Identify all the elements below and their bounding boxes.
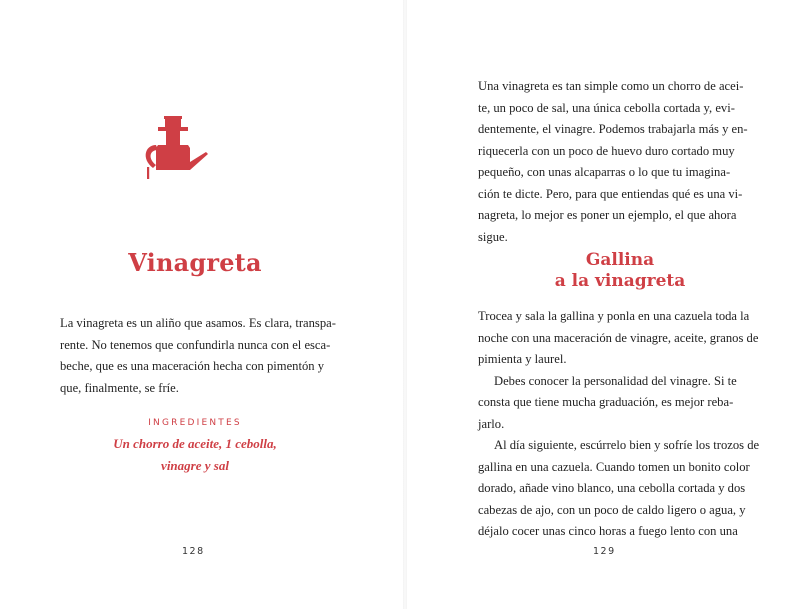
text-line: sigue. <box>478 229 508 244</box>
recipe-title <box>500 250 740 292</box>
recipe-steps <box>478 306 763 543</box>
text-line: nagreta, lo mejor es poner un ejemplo, el que ahora <box>478 208 737 222</box>
text-line: te, un poco de sal, una única cebolla cortada y, evi- <box>478 100 735 115</box>
text-line: Al día siguiente, escúrrelo bien y sofríe los trozos de <box>494 438 760 452</box>
text-line: gallina en una cazuela. Cuando tomen un bonito color <box>478 459 750 474</box>
text-line: Una vinagreta es tan simple como un chorro de acei- <box>478 79 744 93</box>
page-number: 129 <box>593 546 616 557</box>
recipe-title-line: Gallina <box>585 250 655 270</box>
text-line: Trocea y sala la gallina y ponla en una cazuela toda la <box>478 309 750 323</box>
text-line: ción te dicte. Pero, para que entiendas qué es una vi- <box>478 186 743 201</box>
oil-cruet-icon <box>136 112 208 180</box>
text-line: Debes conocer la personalidad del vinagre. Si te <box>494 373 737 388</box>
right-page <box>405 0 810 609</box>
ingredients-line: vinagre y sal <box>161 458 229 473</box>
recipe-title-line: a la vinagreta <box>554 271 686 291</box>
text-line: pimienta y laurel. <box>478 352 567 366</box>
text-line: La vinagreta es un aliño que asamos. Es clara, transpa- <box>60 316 336 330</box>
text-line: beche, que es una maceración hecha con pimentón y <box>60 359 325 373</box>
text-line: pequeño, con unas alcaparras o lo que tu imagina- <box>478 165 731 179</box>
text-line: déjalo cocer unas cinco horas a fuego lento con una <box>478 524 738 538</box>
text-line: dentemente, el vinagre. Podemos trabajarla más y en- <box>478 122 748 136</box>
text-line: noche con una maceración de vinagre, aceite, granos de <box>478 330 759 345</box>
text-line: dorado, añade vino blanco, una cebolla cortada y dos <box>478 481 746 495</box>
intro-paragraph <box>60 313 338 399</box>
text-line: que, finalmente, se fríe. <box>60 380 179 395</box>
text-line: jarlo. <box>478 416 505 431</box>
page-number: 128 <box>182 546 205 557</box>
text-line: cabezas de ajo, con un poco de caldo ligero o agua, y <box>478 502 746 517</box>
ingredients-label: INGREDIENTES <box>148 418 242 428</box>
text-line: consta que tiene mucha graduación, es mejor reba- <box>478 395 734 409</box>
ingredients-line: Un chorro de aceite, 1 cebolla, <box>113 436 277 451</box>
text-line: rente. No tenemos que confundirla nunca con el esca- <box>60 337 331 352</box>
text-line: riquecerla con un poco de huevo duro cortado muy <box>478 143 735 158</box>
ingredients-list <box>60 433 330 477</box>
section-title: Vinagreta <box>128 248 262 277</box>
intro-paragraph <box>478 76 763 248</box>
